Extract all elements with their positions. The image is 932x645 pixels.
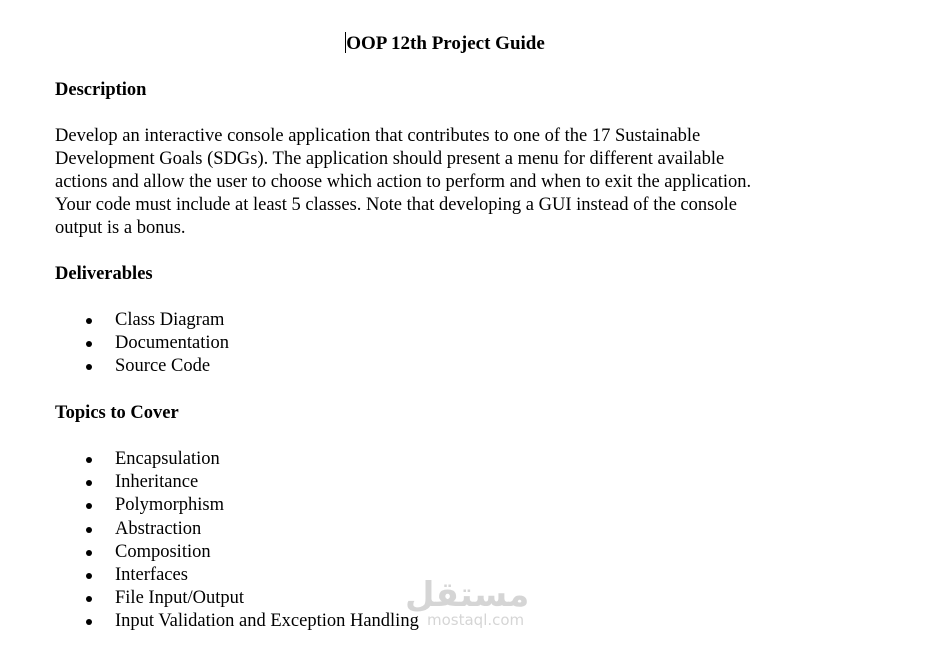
list-item-text: Source Code	[115, 356, 211, 377]
list-item-text: Class Diagram	[115, 310, 225, 330]
list-item-text: Encapsulation	[115, 449, 220, 469]
bullet-icon	[86, 619, 92, 625]
description-line: output is a bonus.	[55, 218, 186, 238]
document-title	[0, 32, 890, 55]
list-item-text: Documentation	[115, 333, 230, 354]
bullet-icon	[86, 318, 92, 324]
watermark-logo: مستقل	[405, 575, 530, 615]
bullet-icon	[86, 596, 92, 602]
description-paragraph	[55, 125, 855, 240]
description-line: actions and allow the user to choose which action to perform and when to exit the application.	[55, 172, 752, 192]
list-item-text: Inheritance	[115, 472, 199, 493]
bullet-icon	[86, 457, 92, 463]
list-item-text: Abstraction	[115, 518, 202, 539]
description-line: Develop an interactive console application that contributes to one of the 17 Sustainable	[55, 126, 701, 146]
bullet-icon	[86, 550, 92, 556]
list-item-text: File Input/Output	[115, 588, 244, 609]
description-line: Your code must include at least 5 classes. Note that developing a GUI instead of the console	[55, 195, 737, 215]
bullet-icon	[86, 527, 92, 533]
description-heading: Description	[55, 80, 147, 100]
list-item-text: Interfaces	[115, 564, 188, 585]
topics-heading: Topics to Cover	[55, 403, 179, 423]
bullet-icon	[86, 364, 92, 370]
bullet-icon	[86, 503, 92, 509]
list-item-text: Composition	[115, 541, 211, 562]
bullet-icon	[86, 573, 92, 579]
list-item-text: Polymorphism	[115, 495, 224, 516]
watermark-url: mostaql.com	[427, 611, 525, 629]
document-title-text: OOP 12th Project Guide	[346, 33, 545, 54]
deliverables-heading: Deliverables	[55, 264, 153, 284]
bullet-icon	[86, 341, 92, 347]
bullet-icon	[86, 480, 92, 486]
watermark	[405, 575, 535, 635]
description-line: Development Goals (SDGs). The application should present a menu for different available	[55, 149, 725, 169]
list-item-text: Input Validation and Exception Handling	[115, 611, 419, 632]
